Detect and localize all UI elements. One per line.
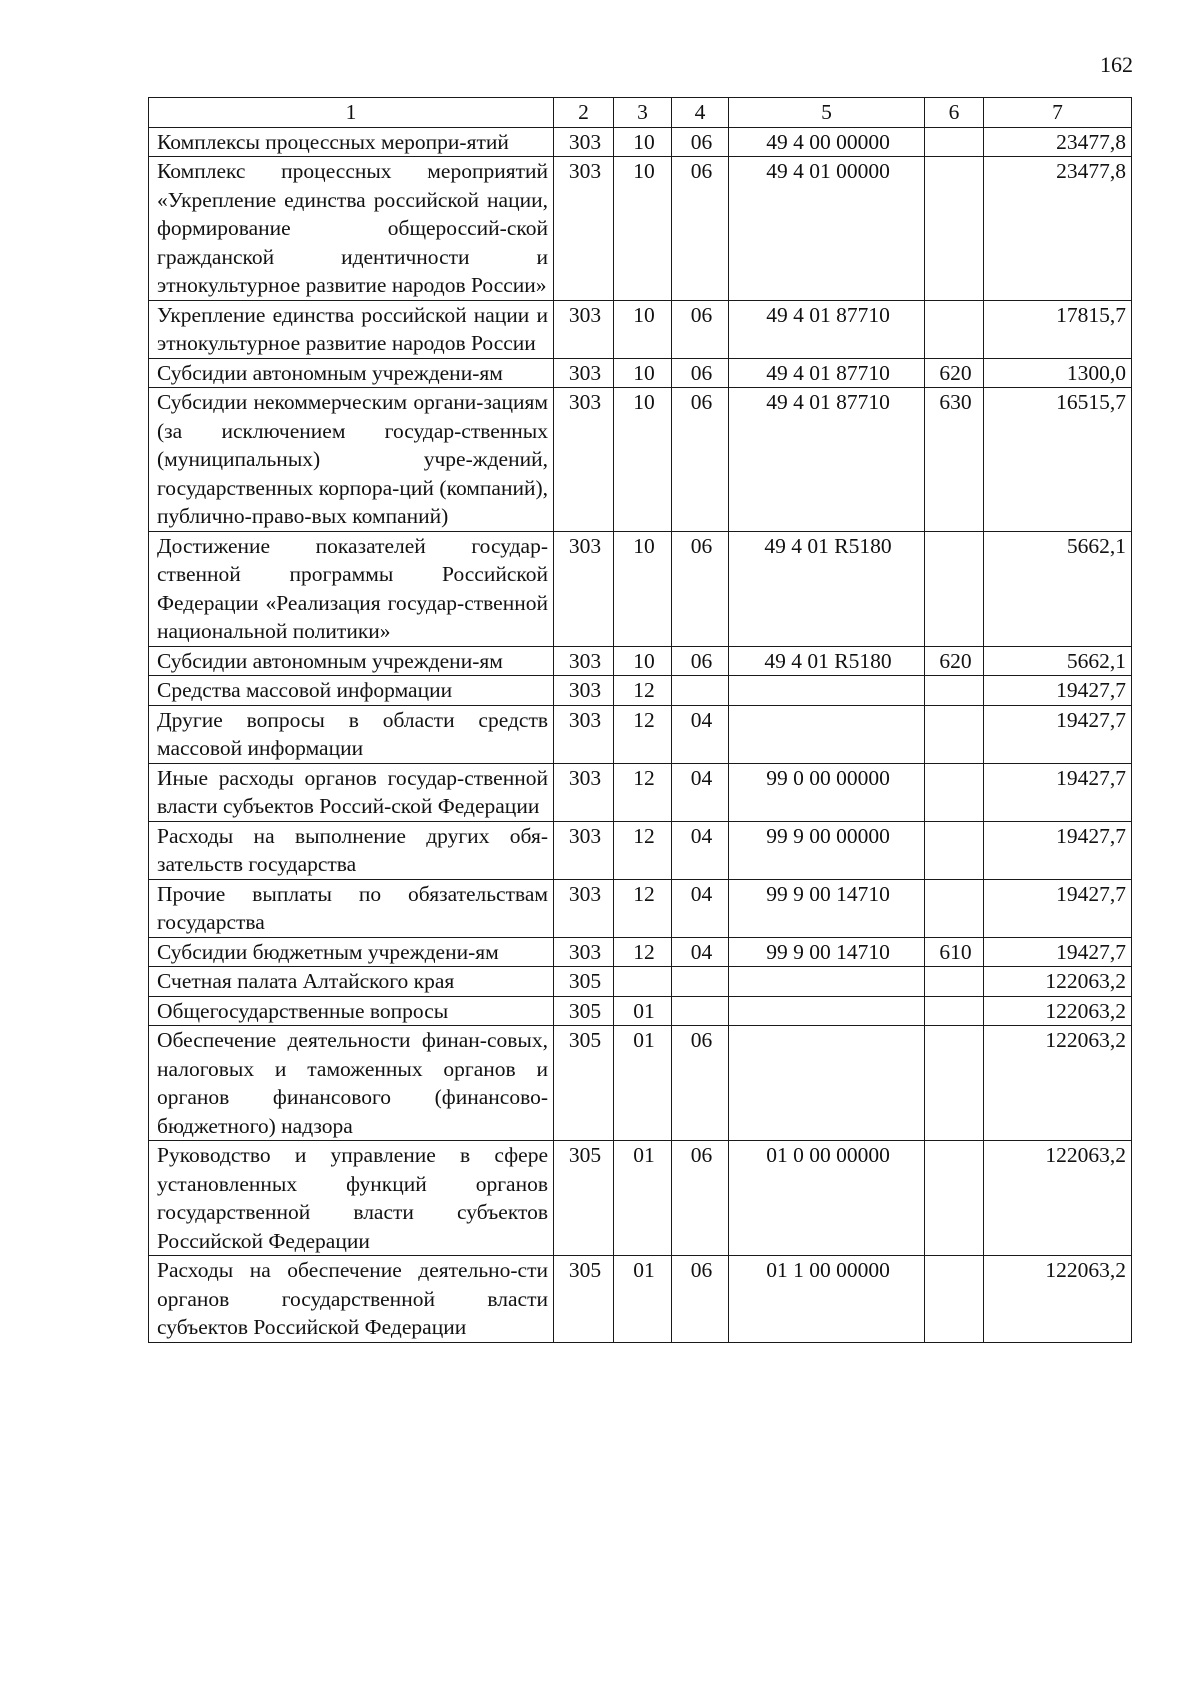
amount-cell: 122063,2 [984,967,1132,997]
target-item-cell: 01 1 00 00000 [729,1256,925,1343]
target-item-cell [729,1026,925,1141]
expense-type-cell [925,127,984,157]
subsection2-cell: 06 [672,646,729,676]
subsection2-cell: 06 [672,358,729,388]
section-cell: 303 [554,127,614,157]
row-name-cell: Прочие выплаты по обязательствам государства [149,879,554,937]
expense-type-cell [925,967,984,997]
subsection2-cell: 06 [672,1256,729,1343]
table-row [149,646,1132,676]
expense-type-cell [925,879,984,937]
column-header: 1 [149,98,554,128]
target-item-cell: 49 4 01 87710 [729,388,925,532]
table-row [149,937,1132,967]
section-cell: 303 [554,937,614,967]
subsection-cell: 12 [614,676,672,706]
target-item-cell: 99 0 00 00000 [729,763,925,821]
row-name-cell: Общегосударственные вопросы [149,996,554,1026]
expense-type-cell: 630 [925,388,984,532]
column-header: 4 [672,98,729,128]
row-name-cell: Расходы на обеспечение деятельно-сти органов государственной власти субъектов Российской Федерации [149,1256,554,1343]
row-name-cell: Субсидии бюджетным учреждени-ям [149,937,554,967]
target-item-cell: 49 4 01 87710 [729,358,925,388]
section-cell: 303 [554,646,614,676]
row-name-cell: Комплекс процессных мероприятий «Укрепление единства российской нации, формирование общероссий-ской гражданской идентичности и этнокультурное развитие народов России» [149,157,554,301]
table-row [149,879,1132,937]
target-item-cell: 49 4 01 R5180 [729,646,925,676]
subsection2-cell: 06 [672,157,729,301]
expense-type-cell [925,1026,984,1141]
target-item-cell: 99 9 00 00000 [729,821,925,879]
expense-type-cell [925,996,984,1026]
amount-cell: 122063,2 [984,1141,1132,1256]
target-item-cell: 99 9 00 14710 [729,937,925,967]
amount-cell: 19427,7 [984,705,1132,763]
amount-cell: 122063,2 [984,1026,1132,1141]
table-row [149,300,1132,358]
target-item-cell: 49 4 01 00000 [729,157,925,301]
section-cell: 303 [554,821,614,879]
row-name-cell: Расходы на выполнение других обя-зательств государства [149,821,554,879]
column-header: 6 [925,98,984,128]
subsection-cell: 10 [614,358,672,388]
section-cell: 305 [554,996,614,1026]
amount-cell: 5662,1 [984,531,1132,646]
table-row [149,1141,1132,1256]
subsection-cell: 01 [614,996,672,1026]
subsection2-cell: 06 [672,1141,729,1256]
amount-cell: 19427,7 [984,937,1132,967]
amount-cell: 122063,2 [984,996,1132,1026]
amount-cell: 19427,7 [984,821,1132,879]
subsection-cell: 10 [614,300,672,358]
expense-type-cell [925,1256,984,1343]
column-header: 5 [729,98,925,128]
expense-type-cell [925,157,984,301]
amount-cell: 19427,7 [984,879,1132,937]
table-row [149,531,1132,646]
subsection2-cell: 06 [672,1026,729,1141]
row-name-cell: Обеспечение деятельности финан-совых, налоговых и таможенных органов и органов финансового (финансово-бюджетного) надзора [149,1026,554,1141]
subsection2-cell: 06 [672,531,729,646]
budget-table [148,97,1132,1343]
subsection-cell: 12 [614,937,672,967]
amount-cell: 5662,1 [984,646,1132,676]
subsection2-cell: 06 [672,300,729,358]
expense-type-cell [925,676,984,706]
section-cell: 303 [554,879,614,937]
row-name-cell: Достижение показателей государ-ственной программы Российской Федерации «Реализация государ-ственной национальной политики» [149,531,554,646]
page-number: 162 [1100,52,1133,77]
subsection-cell: 10 [614,127,672,157]
amount-cell: 23477,8 [984,127,1132,157]
subsection2-cell: 06 [672,388,729,532]
section-cell: 303 [554,763,614,821]
target-item-cell: 01 0 00 00000 [729,1141,925,1256]
amount-cell: 1300,0 [984,358,1132,388]
table-row [149,358,1132,388]
row-name-cell: Субсидии автономным учреждени-ям [149,646,554,676]
subsection2-cell: 04 [672,879,729,937]
row-name-cell: Субсидии автономным учреждени-ям [149,358,554,388]
table-row [149,157,1132,301]
section-cell: 303 [554,676,614,706]
amount-cell: 122063,2 [984,1256,1132,1343]
amount-cell: 19427,7 [984,763,1132,821]
table-row [149,996,1132,1026]
row-name-cell: Руководство и управление в сфере установленных функций органов государственной власти субъектов Российской Федерации [149,1141,554,1256]
subsection2-cell: 04 [672,705,729,763]
expense-type-cell [925,821,984,879]
subsection2-cell [672,967,729,997]
section-cell: 303 [554,388,614,532]
section-cell: 303 [554,358,614,388]
subsection-cell: 01 [614,1141,672,1256]
expense-type-cell [925,531,984,646]
row-name-cell: Средства массовой информации [149,676,554,706]
section-cell: 303 [554,300,614,358]
expense-type-cell: 620 [925,646,984,676]
expense-type-cell [925,763,984,821]
subsection2-cell [672,676,729,706]
target-item-cell: 49 4 01 R5180 [729,531,925,646]
table-row [149,1256,1132,1343]
table-body [149,127,1132,1342]
table-row [149,763,1132,821]
subsection-cell: 12 [614,879,672,937]
target-item-cell: 49 4 01 87710 [729,300,925,358]
amount-cell: 17815,7 [984,300,1132,358]
column-header: 3 [614,98,672,128]
subsection2-cell: 04 [672,937,729,967]
expense-type-cell: 610 [925,937,984,967]
header-row [149,98,1132,128]
subsection2-cell: 04 [672,821,729,879]
subsection-cell: 12 [614,705,672,763]
table-row [149,967,1132,997]
row-name-cell: Субсидии некоммерческим органи-зациям (за исключением государ-ственных (муниципальных) учре-ждений, государственных корпора-ций (компаний), публично-право-вых компаний) [149,388,554,532]
column-header: 7 [984,98,1132,128]
subsection-cell: 01 [614,1256,672,1343]
subsection2-cell: 06 [672,127,729,157]
target-item-cell [729,705,925,763]
section-cell: 303 [554,531,614,646]
target-item-cell [729,996,925,1026]
section-cell: 303 [554,705,614,763]
subsection-cell: 10 [614,531,672,646]
table-row [149,1026,1132,1141]
table-row [149,676,1132,706]
target-item-cell [729,967,925,997]
target-item-cell: 99 9 00 14710 [729,879,925,937]
row-name-cell: Другие вопросы в области средств массовой информации [149,705,554,763]
expense-type-cell [925,1141,984,1256]
expense-type-cell [925,705,984,763]
section-cell: 305 [554,967,614,997]
subsection-cell: 10 [614,646,672,676]
subsection-cell: 12 [614,821,672,879]
table-row [149,705,1132,763]
subsection-cell: 10 [614,388,672,532]
expense-type-cell: 620 [925,358,984,388]
subsection2-cell: 04 [672,763,729,821]
row-name-cell: Иные расходы органов государ-ственной власти субъектов Россий-ской Федерации [149,763,554,821]
subsection2-cell [672,996,729,1026]
target-item-cell: 49 4 00 00000 [729,127,925,157]
subsection-cell: 10 [614,157,672,301]
amount-cell: 19427,7 [984,676,1132,706]
amount-cell: 16515,7 [984,388,1132,532]
section-cell: 305 [554,1026,614,1141]
expense-type-cell [925,300,984,358]
subsection-cell [614,967,672,997]
target-item-cell [729,676,925,706]
row-name-cell: Счетная палата Алтайского края [149,967,554,997]
section-cell: 305 [554,1256,614,1343]
row-name-cell: Комплексы процессных меропри-ятий [149,127,554,157]
amount-cell: 23477,8 [984,157,1132,301]
section-cell: 305 [554,1141,614,1256]
table-row [149,127,1132,157]
subsection-cell: 01 [614,1026,672,1141]
row-name-cell: Укрепление единства российской нации и этнокультурное развитие народов России [149,300,554,358]
subsection-cell: 12 [614,763,672,821]
section-cell: 303 [554,157,614,301]
column-header: 2 [554,98,614,128]
table-row [149,388,1132,532]
table-row [149,821,1132,879]
